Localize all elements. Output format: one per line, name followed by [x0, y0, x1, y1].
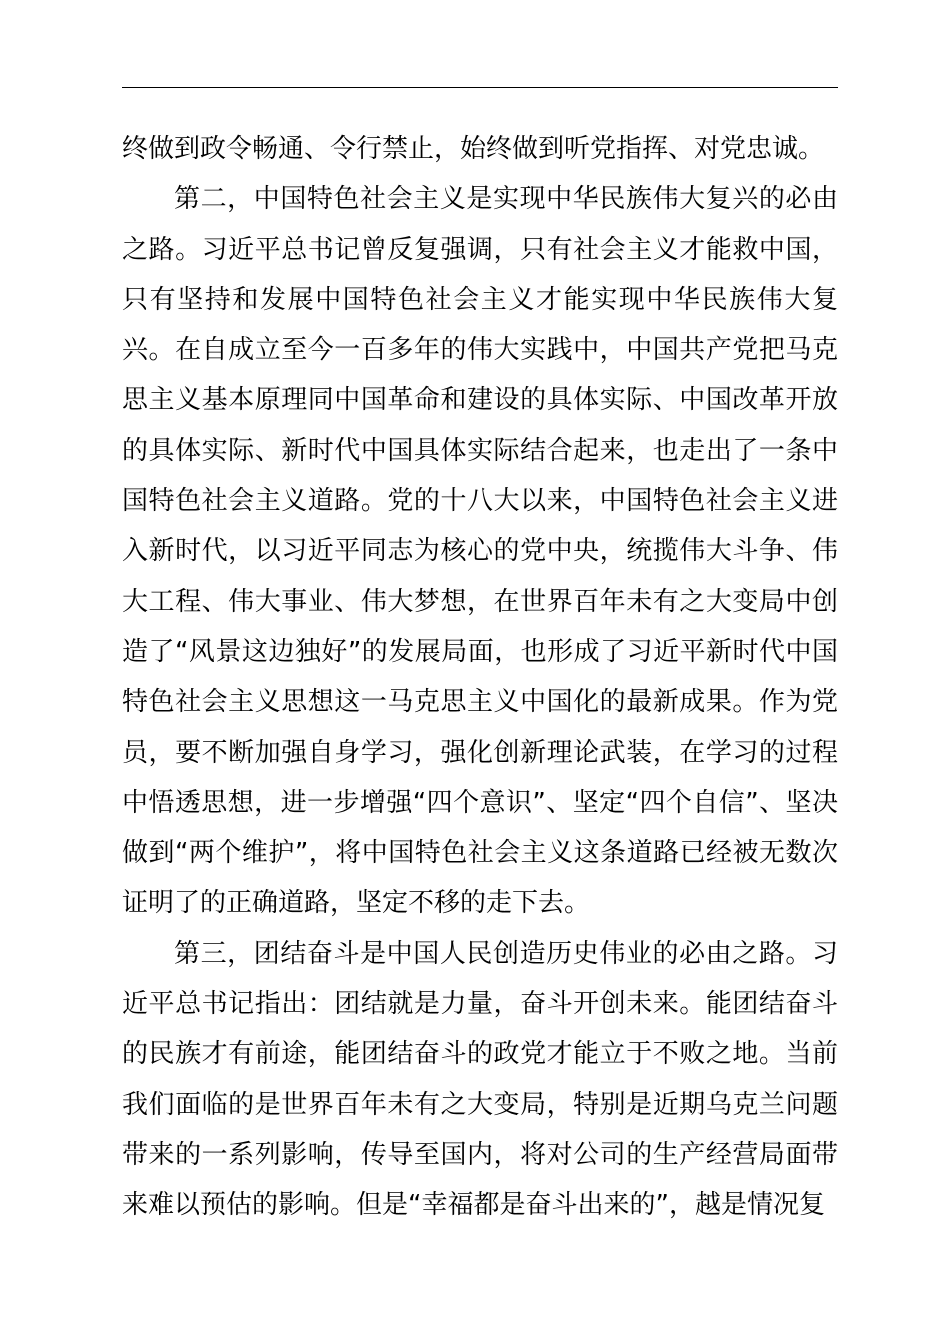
paragraph-second-point: 第二，中国特色社会主义是实现中华民族伟大复兴的必由之路。习近平总书记曾反复强调，只有社会主义才能救中国，只有坚持和发展中国特色社会主义才能实现中华民族伟大复兴。在自成立至今一百多年的伟大实践中，中国共产党把马克思主义基本原理同中国革命和建设的具体实际、中国改革开放的具体实际、新时代中国具体实际结合起来，也走出了一条中国特色社会主义道路。党的十八大以来，中国特色社会主义进入新时代，以习近平同志为核心的党中央，统揽伟大斗争、伟大工程、伟大事业、伟大梦想，在世界百年未有之大变局中创造了“风景这边独好”的发展局面，也形成了习近平新时代中国特色社会主义思想这一马克思主义中国化的最新成果。作为党员，要不断加强自身学习，强化创新理论武装，在学习的过程中悟透思想，进一步增强“四个意识”、坚定“四个自信”、坚决做到“两个维护”，将中国特色社会主义这条道路已经被无数次证明了的正确道路，坚定不移的走下去。	[122, 184, 838, 919]
header-rule	[122, 87, 838, 88]
paragraph-third-point: 第三，团结奋斗是中国人民创造历史伟业的必由之路。习近平总书记指出：团结就是力量，奋斗开创未来。能团结奋斗的民族才有前途，能团结奋斗的政党才能立于不败之地。当前我们面临的是世界百年未有之大变局，特别是近期乌克兰问题带来的一系列影响，传导至国内，将对公司的生产经营局面带来难以预估的影响。但是“幸福都是奋斗出来的”，越是情况复	[122, 938, 838, 1221]
document-body	[122, 124, 838, 1231]
paragraph-continuation: 终做到政令畅通、令行禁止，始终做到听党指挥、对党忠诚。	[122, 134, 825, 164]
